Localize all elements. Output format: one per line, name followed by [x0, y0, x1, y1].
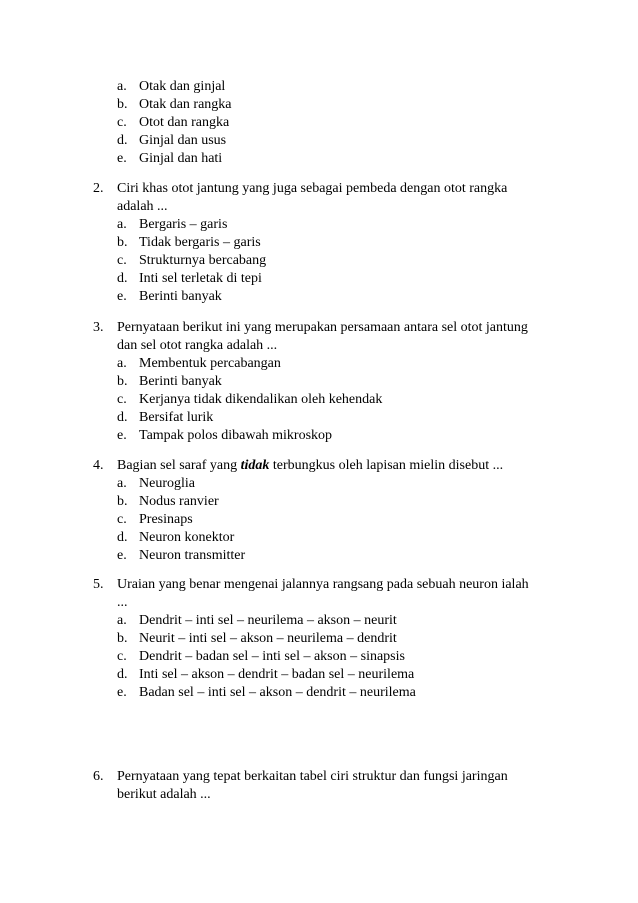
document-page: a. Otak dan ginjal b. Otak dan rangka c. Otot dan rangka d. Ginjal dan usus e. Ginjal dan hati 2. Ciri khas otot jantung yang juga sebagai pembeda dengan otot rangka adalah ... a. Bergaris – garis b. Tidak bergaris – garis c. Strukturnya bercabang d. Inti sel terletak di tepi e. Berinti banyak 3. Pernyataan berikut ini yang merupakan persamaan antara sel otot jantung dan sel otot rangka adalah ... a. Membentuk percabangan b. Berinti banyak c. Kerjanya tidak dikendalikan oleh kehendak d. Bersifat lurik e. Tampak polos dibawah mikroskop 4. Bagian sel saraf yang tidak terbungkus oleh lapisan mielin disebut ... a. Neuroglia b. Nodus ranvier c. Presinaps d. Neuron konektor e. Neuron transmitter 5. Uraian yang benar mengenai jalannya rangsang pada sebuah neuron ialah ... a. Dendrit – inti sel – neurilema – akson – neurit b. Neurit – inti sel – akson – neurilema – dendrit c. Dendrit – badan sel – inti sel – akson – sinapsis d. Inti sel – akson – dendrit – badan sel – neurilema e. Badan sel – inti sel – akson – dendrit – neurilema 6. Pernyataan yang tepat berkaitan tabel ciri struktur dan fungsi jaringan berikut adalah ... — [93, 79, 529, 802]
emphasis-tidak: tidak — [240, 458, 270, 473]
